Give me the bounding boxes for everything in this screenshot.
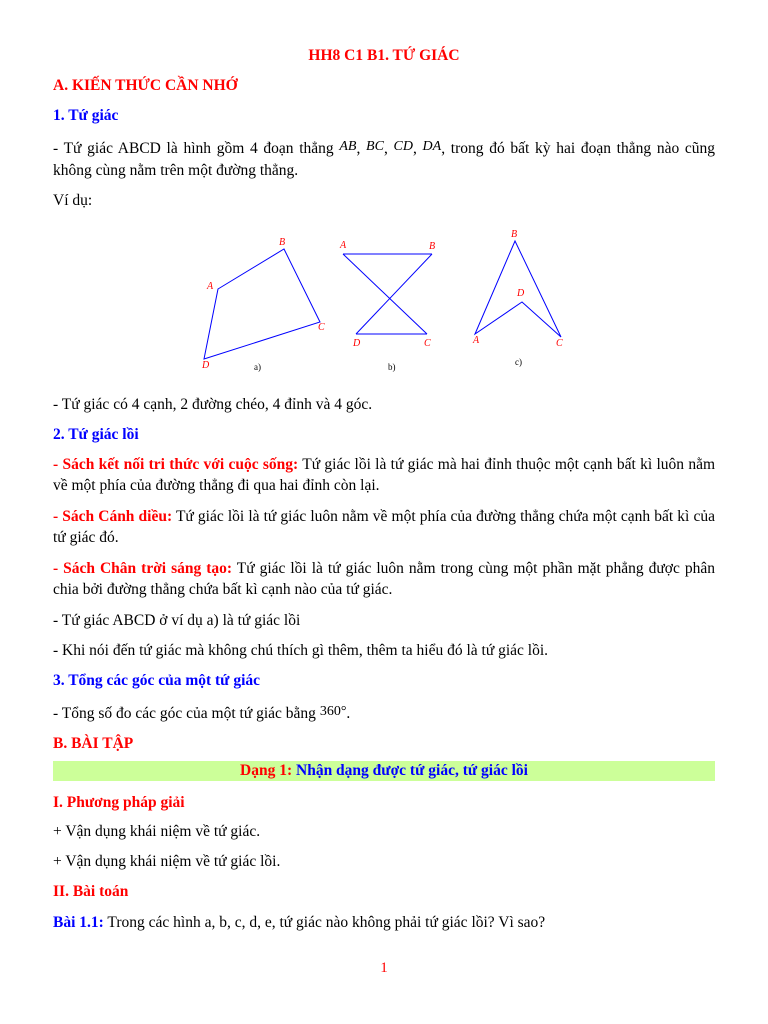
segment-ab: AB [339,139,357,154]
dang-1-label: Dạng 1: [240,762,293,779]
page-number: 1 [380,960,388,976]
document-title: HH8 C1 B1. TỨ GIÁC [308,47,460,64]
comma-1: , [356,140,367,157]
definition-canh-dieu [53,506,715,548]
figure-a-label-d: D [202,360,210,371]
figure-c-label-d: D [517,288,525,299]
segment-cd: CD [393,139,413,154]
figure-a-quadrilateral [204,249,320,359]
method-heading: I. Phương pháp giải [53,794,185,811]
section-a-heading: A. KIẾN THỨC CẦN NHỚ [53,77,238,94]
quadrilateral-parts-text: - Tứ giác có 4 cạnh, 2 đường chéo, 4 đỉnh và 4 góc. [53,396,373,413]
definition-text-start: - Tứ giác ABCD là hình gồm 4 đoạn thẳng [53,140,340,157]
figure-a-label-a: A [207,281,214,292]
segment-bc: BC [366,139,384,154]
section-b-heading: B. BÀI TẬP [53,735,134,752]
example-a-convex-note: - Tứ giác ABCD ở ví dụ a) là tứ giác lồi [53,612,301,629]
definition-chan-troi [53,558,715,600]
angle-sum-statement [53,703,715,725]
figure-b-label-a: A [340,240,347,251]
dang-1-title [0,761,768,781]
figure-a-caption: a) [254,362,261,372]
figure-a-label-c: C [318,322,325,333]
figure-c-label-c: C [556,338,563,349]
exercise-1-1 [53,912,715,933]
source-ket-noi-label: - Sách kết nối tri thức với cuộc sống: [53,456,299,473]
heading-tu-giac: 1. Tứ giác [53,107,119,124]
source-ket-noi-text: Tứ giác lồi là tứ giác mà hai đỉnh thuộc một cạnh bất kì luôn nằm về một phía của đường thẳng đi qua hai đỉnh còn lại. [53,456,716,494]
figure-b-side-bd [356,254,432,334]
quadrilateral-figures [190,222,590,382]
exercise-1-1-label: Bài 1.1: [53,914,104,931]
source-chan-troi-label: - Sách Chân trời sáng tạo: [53,560,233,577]
comma-2: , [383,140,394,157]
problems-heading: II. Bài toán [53,883,129,900]
figure-c-label-a: A [473,335,480,346]
definition-paragraph [53,138,715,181]
definition-ket-noi [53,454,715,496]
source-chan-troi-text: Tứ giác lồi là tứ giác luôn nằm trong cùng một phần mặt phẳng được phân chia bởi đường thẳng chứa bất kì cạnh nào của tứ giác. [53,560,715,598]
source-canh-dieu-label: - Sách Cánh diều: [53,508,173,525]
figure-b-side-ca [343,254,427,334]
figure-c-label-b: B [511,229,518,240]
heading-angle-sum: 3. Tổng các góc của một tứ giác [53,672,261,689]
example-label: Ví dụ: [53,192,93,209]
angle-sum-value: 360° [319,704,347,719]
figure-c-caption: c) [515,357,522,367]
method-item-1: + Vận dụng khái niệm về tứ giác. [53,823,261,840]
exercise-1-1-text: Trong các hình a, b, c, d, e, tứ giác nào không phải tứ giác lồi? Vì sao? [103,914,546,931]
figure-b-label-b: B [429,241,436,252]
convex-default-note: - Khi nói đến tứ giác mà không chú thích gì thêm, thêm ta hiểu đó là tứ giác lồi. [53,642,549,659]
method-item-2: + Vận dụng khái niệm về tứ giác lồi. [53,853,281,870]
heading-convex-quadrilateral [53,424,715,445]
definition-text-end: , trong đó bất kỳ hai đoạn thẳng nào cũng không cùng nằm trên một đường thẳng. [53,140,716,179]
segment-da: DA [422,139,442,154]
figure-a-label-b: B [279,237,286,248]
figure-b-label-d: D [353,338,361,349]
angle-sum-period: . [346,705,351,722]
heading-convex-text: 2. Tứ giác lồi [53,426,139,443]
dang-1-text: Nhận dạng được tứ giác, tứ giác lồi [292,762,528,779]
comma-3: , [412,140,423,157]
figure-b-caption: b) [388,362,396,372]
figure-b-label-c: C [424,338,431,349]
angle-sum-text: - Tổng số đo các góc của một tứ giác bằng [53,705,320,722]
source-canh-dieu-text: Tứ giác lồi là tứ giác luôn nằm về một phía của đường thẳng chứa một cạnh bất kì của tứ giác đó. [53,508,715,546]
